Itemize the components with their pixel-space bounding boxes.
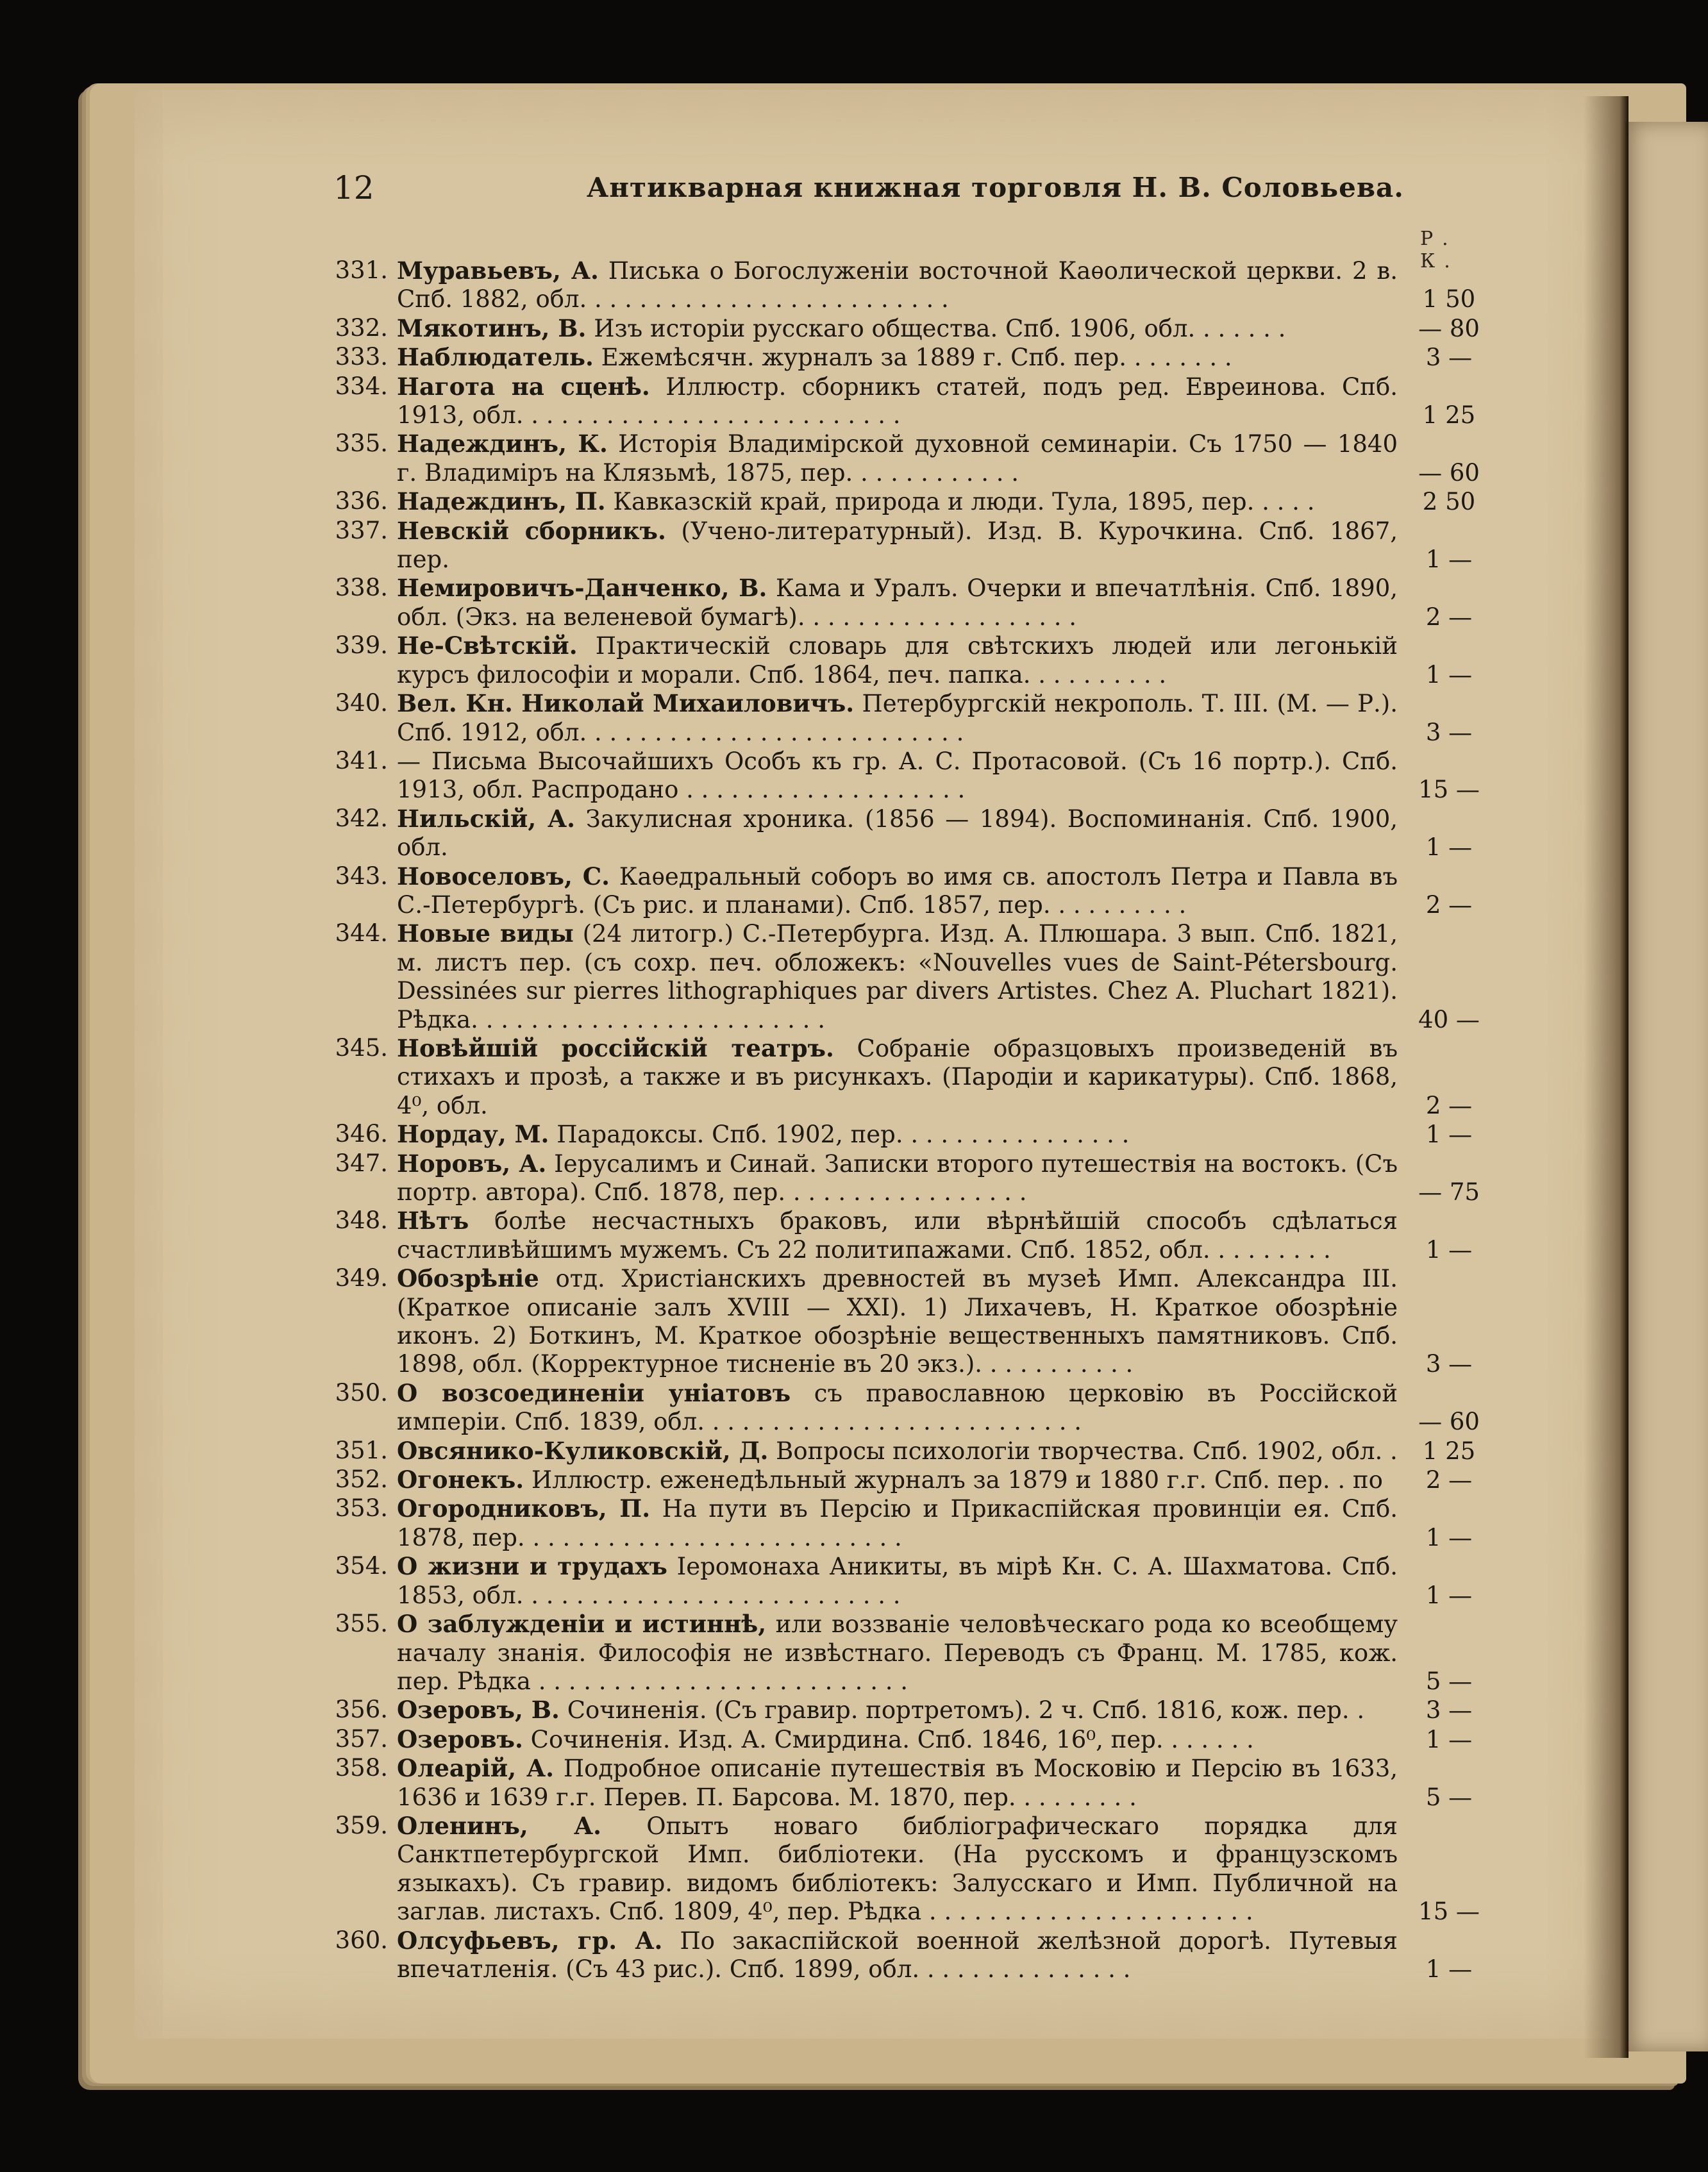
entry-author: Наблюдатель. [397, 343, 594, 372]
entry-number: 342. [335, 804, 388, 832]
entry-title-text: Изъ исторіи русскаго общества. Спб. 1906, обл. . . . . . . [594, 314, 1286, 342]
entry-number: 332. [335, 313, 388, 342]
book-gutter-shadow [1584, 96, 1628, 2058]
entry-number: 343. [335, 862, 388, 890]
entry-title-text: Іеромонаха Аникиты, въ мірѣ Кн. С. А. Шахматова. Спб. 1853, обл. . . . . . . . . . . . . . . . . . . . . . . . . . [397, 1553, 1398, 1609]
catalog-entry [324, 430, 1497, 487]
entry-author: Нордау, М. [397, 1120, 549, 1149]
entry-author: Озеровъ. [397, 1725, 523, 1753]
entry-number: 356. [335, 1696, 388, 1724]
entry-author: Невскій сборникъ. [397, 516, 666, 545]
entry-description [397, 862, 1398, 920]
entry-number: 335. [335, 430, 388, 458]
catalog-entry [324, 805, 1497, 862]
entry-price: 1 — [1425, 546, 1473, 574]
entry-number: 331. [335, 256, 388, 284]
entry-number: 346. [335, 1120, 388, 1148]
entry-description [397, 919, 1398, 1034]
catalog-entry [324, 574, 1497, 631]
entry-description [397, 1552, 1398, 1610]
entry-description [397, 1120, 1398, 1149]
entry-title-text: Вопросы психологіи творчества. Спб. 1902, обл. . [776, 1437, 1398, 1465]
entry-number: 352. [335, 1466, 388, 1494]
entry-author: Олсуфьевъ, гр. А. [397, 1926, 663, 1955]
entry-title-text: — Письма Высочайшихъ Особъ къ гр. А. С. Протасовой. (Съ 16 портр.). Спб. 1913, обл. Распродано . . . . . . . . . . . . . . . . . . . [397, 747, 1398, 804]
entry-author: Озеровъ, В. [397, 1696, 560, 1725]
entry-title-text: По закаспійской военной желѣзной дорогѣ. Путевыя впечатленія. (Съ 43 рис.). Спб. 1899, обл. . . . . . . . . . . . . . . [397, 1926, 1398, 1983]
entry-number: 338. [335, 574, 388, 602]
entry-price: 15 — [1418, 776, 1480, 804]
entry-price: 1 50 [1422, 285, 1476, 313]
entry-title-text: или воззваніе человѣческаго рода ко всеобщему началу знанія. Философія не извѣстнаго. Переводъ съ Франц. М. 1785, кож. пер. Рѣдка . . . . . . . . . . . . . . . . . . . . . . . . . [397, 1610, 1398, 1695]
entry-description [397, 314, 1398, 343]
entry-description [397, 1610, 1398, 1696]
entry-price: 2 — [1425, 603, 1473, 631]
entry-price: 1 25 [1422, 401, 1476, 430]
entry-title-text: Сочиненія. Изд. А. Смирдина. Спб. 1846, 16⁰, пер. . . . . . . [530, 1725, 1254, 1753]
entry-author: Новые виды [397, 919, 574, 948]
page-number: 12 [333, 169, 374, 206]
catalog-entry [324, 1120, 1497, 1149]
catalog-entry [324, 1696, 1497, 1725]
entry-title-text: болѣе несчастныхъ браковъ, или вѣрнѣйшій способъ сдѣлаться счастливѣйшимъ мужемъ. Съ 22 политипажами. Спб. 1852, обл. . . . . . . . . [397, 1207, 1398, 1264]
entry-author: Овсянико-Куликовскій, Д. [397, 1436, 769, 1465]
entry-price: 1 — [1425, 833, 1473, 862]
entry-author: Немировичъ-Данченко, В. [397, 574, 767, 603]
entry-author: О возсоединеніи уніатовъ [397, 1378, 791, 1407]
entry-author: Огородниковъ, П. [397, 1494, 651, 1523]
catalog-entry [324, 372, 1497, 430]
entry-price: 2 — [1425, 1466, 1473, 1494]
catalog-entry [324, 1379, 1497, 1437]
entry-author: Новоселовъ, С. [397, 862, 610, 890]
entry-number: 357. [335, 1725, 388, 1753]
catalog-entry [324, 1207, 1497, 1264]
entry-number: 344. [335, 919, 388, 948]
catalog-entry [324, 1494, 1497, 1552]
entry-description [397, 487, 1398, 516]
entry-number: 339. [335, 631, 388, 660]
entry-number: 355. [335, 1610, 388, 1638]
catalog-entry [324, 314, 1497, 343]
entry-number: 360. [335, 1926, 388, 1954]
entry-description [397, 256, 1398, 314]
entry-number: 340. [335, 689, 388, 717]
entry-title-text: Писька о Богослуженіи восточной Каѳолической церкви. 2 в. Спб. 1882, обл. . . . . . . . . . . . . . . . . . . . . . . . . [397, 257, 1398, 313]
catalog-entry [324, 1552, 1497, 1610]
entry-author: О заблужденіи и истиннѣ, [397, 1610, 767, 1639]
entry-number: 333. [335, 343, 388, 371]
catalog-entry [324, 1437, 1497, 1466]
entry-price: — 80 [1418, 314, 1480, 342]
entry-number: 336. [335, 487, 388, 515]
entry-title-text: Петербургскій некрополь. Т. III. (М. — Р.). Спб. 1912, обл. . . . . . . . . . . . . . . . . . . . . . . . . . [397, 690, 1398, 746]
facing-page-edge [1625, 122, 1708, 2051]
entry-description [397, 1207, 1398, 1264]
entry-description [397, 1379, 1398, 1437]
entry-title-text: Каѳедральный соборъ во имя св. апостолъ Петра и Павла въ С.-Петербургѣ. (Съ рис. и планами). Спб. 1857, пер. . . . . . . . . . [397, 862, 1398, 919]
entry-author: Олеарій, А. [397, 1754, 555, 1783]
catalog-entry-list [324, 256, 1497, 1984]
catalog-entry [324, 1034, 1497, 1120]
entry-price: 40 — [1418, 1005, 1480, 1033]
entry-number: 345. [335, 1033, 388, 1062]
page-header [333, 165, 1423, 210]
catalog-entry [324, 1754, 1497, 1812]
entry-author: Надеждинъ, К. [397, 430, 608, 458]
entry-price: 1 — [1425, 1523, 1473, 1551]
catalog-entry [324, 1149, 1497, 1207]
entry-price: 3 — [1425, 1696, 1473, 1725]
catalog-entry [324, 487, 1497, 516]
entry-title-text: Подробное описаніе путешествія въ Московію и Персію въ 1633, 1636 и 1639 г.г. Перев. П. Барсова. М. 1870, пер. . . . . . . . . [397, 1755, 1398, 1811]
entry-price: 2 — [1425, 1091, 1473, 1119]
entry-author: Оленинъ, А. [397, 1811, 602, 1840]
entry-author: Огонекъ. [397, 1466, 524, 1494]
entry-number: 349. [335, 1264, 388, 1292]
entry-price: 1 — [1425, 1235, 1473, 1264]
entry-description [397, 1725, 1398, 1754]
catalog-entry [324, 1812, 1497, 1926]
entry-price: 3 — [1425, 344, 1473, 372]
entry-number: 351. [335, 1436, 388, 1464]
entry-description [397, 805, 1398, 862]
entry-description [397, 1437, 1398, 1466]
catalog-entry [324, 1466, 1497, 1494]
entry-price: 2 50 [1422, 488, 1476, 516]
entry-price: 1 — [1425, 1121, 1473, 1149]
entry-price: 5 — [1425, 1783, 1473, 1811]
entry-author: Нильскій, А. [397, 804, 576, 833]
entry-title-text: Исторія Владимірской духовной семинаріи. Съ 1750 — 1840 г. Владиміръ на Клязьмѣ, 1875, пер. . . . . . . . . . . . [397, 430, 1398, 487]
entry-description [397, 1494, 1398, 1552]
entry-description [397, 1264, 1398, 1379]
entry-description [397, 1754, 1398, 1812]
entry-description [397, 1149, 1398, 1207]
entry-price: 1 — [1425, 1725, 1473, 1753]
entry-author: Муравьевъ, А. [397, 256, 599, 285]
catalog-entry [324, 1725, 1497, 1754]
catalog-entry [324, 919, 1497, 1034]
entry-author: Не-Свѣтскій. [397, 631, 578, 660]
entry-description [397, 574, 1398, 631]
price-column-header: Р. К. [1420, 228, 1459, 272]
catalog-entry [324, 517, 1497, 574]
entry-title-text: отд. Христіанскихъ древностей въ музеѣ Имп. Александра III. (Краткое описаніе залъ XVIII — XXI). 1) Лихачевъ, Н. Краткое обозрѣніе иконъ. 2) Боткинъ, М. Краткое обозрѣніе вещественныхъ памятниковъ. Спб. 1898, обл. (Корректурное тисненіе въ 20 экз.). . . . . . . . . . . [397, 1265, 1398, 1378]
entry-number: 337. [335, 516, 388, 544]
entry-title-text: Практическій словарь для свѣтскихъ людей или легонькій курсъ философіи и морали. Спб. 1864, печ. папка. . . . . . . . . . [397, 632, 1398, 689]
entry-description [397, 430, 1398, 487]
entry-title-text: Парадоксы. Спб. 1902, пер. . . . . . . . . . . . . . . . [557, 1121, 1130, 1149]
entry-title-text: На пути въ Персію и Прикаспійская провинціи ея. Спб. 1878, пер. . . . . . . . . . . . . . . . . . . . . . . . . . [397, 1495, 1398, 1551]
entry-author: Нагота на сценѣ. [397, 372, 650, 401]
entry-number: 348. [335, 1207, 388, 1235]
entry-description [397, 1696, 1398, 1725]
entry-price: — 60 [1418, 458, 1480, 487]
entry-title-text: Собраніе образцовыхъ произведеній въ стихахъ и прозѣ, а также и въ рисункахъ. (Пародіи и карикатуры). Спб. 1868, 4⁰, обл. [397, 1034, 1398, 1119]
catalog-entry [324, 1926, 1497, 1984]
entry-author: Норовъ, А. [397, 1149, 547, 1178]
entry-price: 1 — [1425, 1581, 1473, 1609]
entry-price: 2 — [1425, 890, 1473, 919]
entry-price: 1 25 [1422, 1437, 1476, 1465]
entry-description [397, 372, 1398, 430]
entry-author: О жизни и трудахъ [397, 1552, 667, 1581]
entry-number: 354. [335, 1552, 388, 1580]
entry-description [397, 1926, 1398, 1984]
entry-author: Новѣйшій россійскій театръ. [397, 1033, 834, 1062]
entry-title-text: (Учено-литературный). Изд. В. Курочкина. Спб. 1867, пер. [397, 517, 1398, 574]
entry-price: 3 — [1425, 1350, 1473, 1378]
entry-title-text: Кавказскій край, природа и люди. Тула, 1895, пер. . . . . [613, 488, 1315, 516]
entry-title-text: съ православною церковію въ Россійской имперіи. Спб. 1839, обл. . . . . . . . . . . . . . . . . . . . . . . . . . [397, 1379, 1398, 1436]
entry-title-text: Закулисная хроника. (1856 — 1894). Воспоминанія. Спб. 1900, обл. [397, 805, 1398, 862]
entry-author: Обозрѣніе [397, 1264, 539, 1293]
entry-author: Нѣтъ [397, 1207, 469, 1235]
entry-description [397, 1034, 1398, 1120]
catalog-entry [324, 862, 1497, 920]
entry-description [397, 689, 1398, 747]
entry-title-text: Кама и Уралъ. Очерки и впечатлѣнія. Спб. 1890, обл. (Экз. на веленевой бумагѣ). . . . . . . . . . . . . . . . . . . [397, 574, 1398, 631]
entry-description [397, 631, 1398, 689]
entry-price: 15 — [1418, 1898, 1480, 1926]
entry-title-text: Сочиненія. (Съ гравир. портретомъ). 2 ч. Спб. 1816, кож. пер. . [567, 1696, 1365, 1725]
entry-number: 359. [335, 1811, 388, 1839]
entry-number: 341. [335, 746, 388, 774]
entry-title-text: Ежемѣсячн. журналъ за 1889 г. Спб. пер. . . . . . . . [601, 344, 1232, 372]
catalog-entry [324, 343, 1497, 372]
entry-price: 3 — [1425, 718, 1473, 746]
catalog-entry [324, 747, 1497, 805]
catalog-entry [324, 1610, 1497, 1696]
entry-title-text: Іерусалимъ и Синай. Записки второго путешествія на востокъ. (Съ портр. автора). Спб. 1878, пер. . . . . . . . . . . . . . . . . [397, 1149, 1398, 1206]
entry-title-text: Иллюстр. сборникъ статей, подъ ред. Евреинова. Спб. 1913, обл. . . . . . . . . . . . . . . . . . . . . . . . . . [397, 372, 1398, 430]
catalog-entry [324, 631, 1497, 689]
running-title: Антикварная книжная торговля Н. В. Соловьева. [587, 172, 1404, 203]
entry-price: 5 — [1425, 1667, 1473, 1695]
entry-number: 353. [335, 1494, 388, 1523]
entry-price: 1 — [1425, 660, 1473, 689]
entry-description [397, 343, 1398, 372]
entry-number: 350. [335, 1378, 388, 1407]
entry-description [397, 517, 1398, 574]
entry-author: Надеждинъ, П. [397, 487, 606, 516]
entry-title-text: Опытъ новаго библіографическаго порядка для Санктпетербургской Имп. библіотеки. (На русскомъ и французскомъ языкахъ). Съ гравир. видомъ библіотекъ: Залусскаго и Имп. Публичной на заглав. листахъ. Спб. 1809, 4⁰, пер. Рѣдка . . . . . . . . . . . . . . . . . . . . . . [397, 1812, 1398, 1926]
entry-title-text: (24 литогр.) С.-Петербурга. Изд. А. Плюшара. 3 вып. Спб. 1821, м. листъ пер. (съ сохр. печ. обложекъ: «Nouvelles vues de Saint-Pétersbourg. Dessinées sur pierres lithographiques par divers Artistes. Chez A. Pluchart 1821). Рѣдка. . . . . . . . . . . . . . . . . . . . . . . . [397, 920, 1398, 1033]
entry-author: Мякотинъ, В. [397, 313, 587, 342]
entry-price: — 60 [1418, 1408, 1480, 1436]
entry-description [397, 1812, 1398, 1926]
entry-price: 1 — [1425, 1955, 1473, 1983]
entry-number: 358. [335, 1754, 388, 1782]
entry-title-text: Иллюстр. еженедѣльный журналъ за 1879 и 1880 г.г. Спб. пер. . по [531, 1466, 1383, 1494]
entry-description [397, 1466, 1398, 1494]
entry-author: Вел. Кн. Николай Михаиловичъ. [397, 689, 855, 718]
catalog-entry [324, 689, 1497, 747]
catalog-entry [324, 256, 1497, 314]
catalog-entry [324, 1264, 1497, 1379]
entry-number: 334. [335, 372, 388, 400]
entry-description [397, 747, 1398, 805]
entry-price: — 75 [1418, 1178, 1480, 1206]
entry-number: 347. [335, 1149, 388, 1177]
